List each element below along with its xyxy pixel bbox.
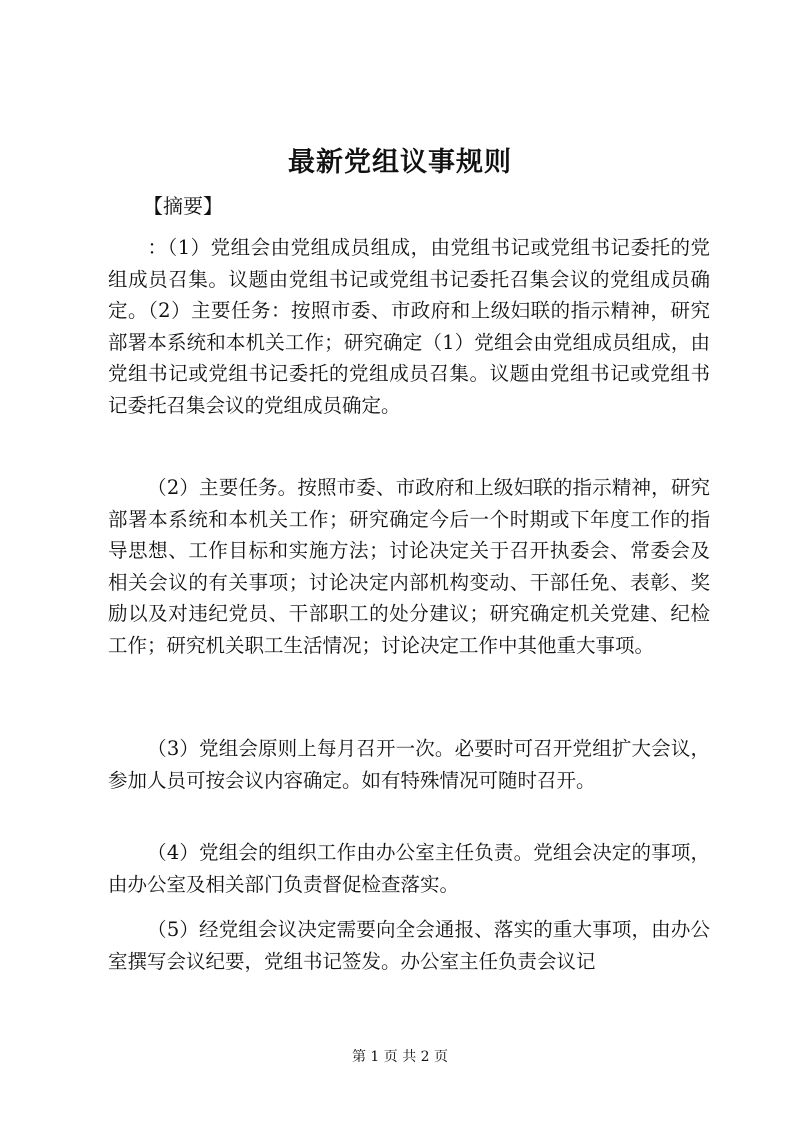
abstract-label: 【摘要】 (143, 194, 223, 218)
page-title: 最新党组议事规则 (288, 147, 512, 178)
paragraph-4 (108, 837, 710, 900)
paragraph-text: ：（1）党组会由党组成员组成，由党组书记或党组书记委托的党组成员召集。议题由党组书记或党组书记委托召集会议的党组成员确定。（2）主要任务：按照市委、市政府和上级妇联的指示精神，研究部署本系统和本机关工作；研究确定（1）党组会由党组成员组成，由党组书记或党组书记委托的党组成员召集。议题由党组书记或党组书记委托召集会议的党组成员确定。 (108, 236, 710, 417)
paragraph-text: （3）党组会原则上每月召开一次。必要时可召开党组扩大会议，参加人员可按会议内容确定。如有特殊情况可随时召开。 (108, 737, 710, 792)
paragraph-text: （2）主要任务。按照市委、市政府和上级妇联的指示精神，研究部署本系统和本机关工作；研究确定今后一个时期或下年度工作的指导思想、工作目标和实施方法；讨论决定关于召开执委会、常委会及相关会议的有关事项；讨论决定内部机构变动、干部任免、表彰、奖励以及对违纪党员、干部职工的处分建议；研究确定机关党建、纪检工作；研究机关职工生活情况；讨论决定工作中其他重大事项。 (108, 476, 710, 657)
paragraph-3 (108, 733, 710, 796)
abstract-paragraph (108, 232, 710, 422)
paragraph-text: （5）经党组会议决定需要向全会通报、落实的重大事项，由办公室撰写会议纪要，党组书记签发。办公室主任负责会议记 (108, 918, 710, 973)
paragraph-text: （4）党组会的组织工作由办公室主任负责。党组会决定的事项，由办公室及相关部门负责督促检查落实。 (108, 841, 710, 896)
paragraph-5 (108, 914, 710, 977)
page-footer: 第 1 页 共 2 页 (351, 1049, 449, 1065)
paragraph-2 (108, 472, 710, 662)
